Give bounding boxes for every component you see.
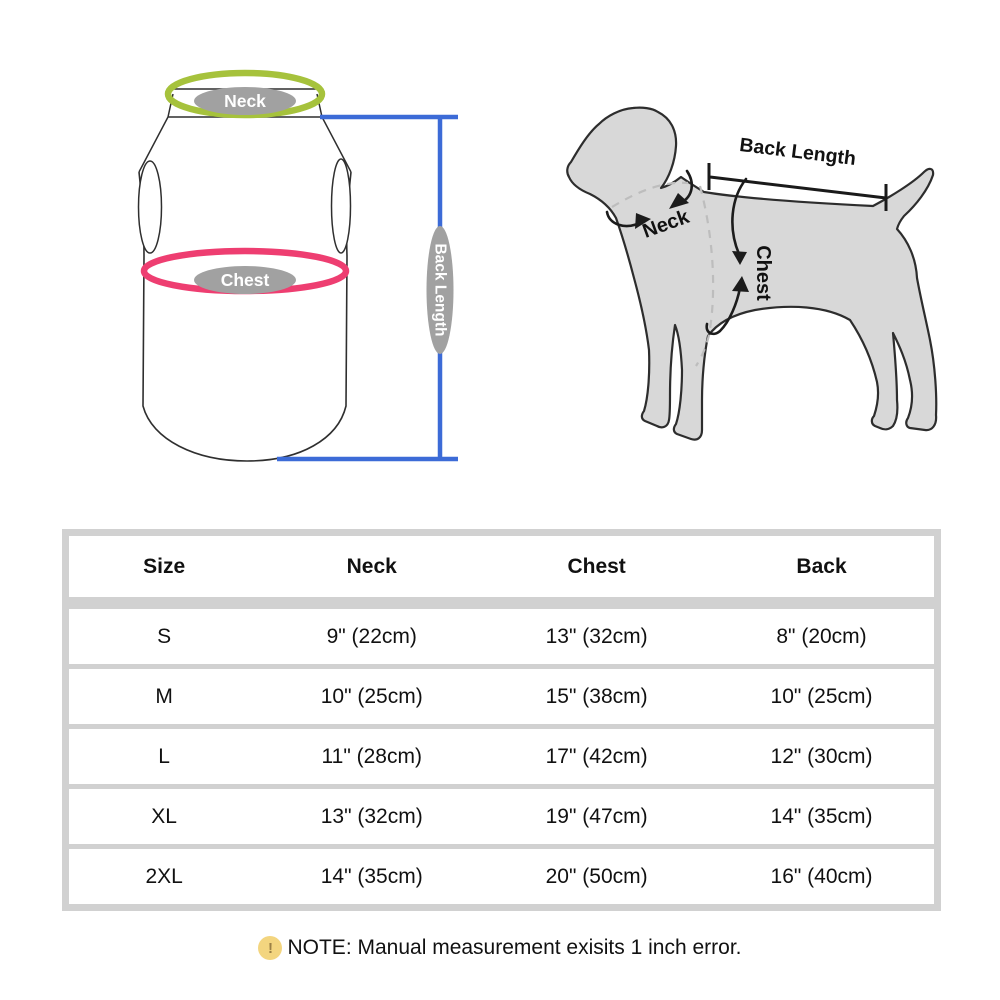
table-row bbox=[69, 729, 934, 784]
chest-cell: 15" (38cm) bbox=[545, 684, 648, 708]
neck-label: Neck bbox=[224, 91, 266, 111]
warning-icon: ! bbox=[258, 936, 282, 960]
garment-diagram bbox=[139, 73, 459, 461]
right-armhole bbox=[332, 159, 351, 253]
table-row bbox=[69, 849, 934, 904]
note-text: NOTE: Manual measurement exisits 1 inch error. bbox=[287, 936, 742, 959]
back-cell: 8" (20cm) bbox=[776, 624, 867, 648]
back-cell: 12" (30cm) bbox=[770, 744, 873, 768]
back-cell: 16" (40cm) bbox=[770, 864, 873, 888]
neck-cell: 9" (22cm) bbox=[326, 624, 417, 648]
neck-cell: 14" (35cm) bbox=[320, 864, 423, 888]
neck-cell: 13" (32cm) bbox=[320, 804, 423, 828]
neck-cell: 10" (25cm) bbox=[320, 684, 423, 708]
chest-cell: 19" (47cm) bbox=[545, 804, 648, 828]
table-header-row bbox=[69, 536, 934, 597]
table-row bbox=[69, 789, 934, 844]
size-chart-table bbox=[62, 529, 941, 911]
chest-cell: 17" (42cm) bbox=[545, 744, 648, 768]
back-cell: 14" (35cm) bbox=[770, 804, 873, 828]
col-header-chest: Chest bbox=[567, 554, 626, 578]
col-header-neck: Neck bbox=[346, 554, 397, 578]
dog-back-length-label: Back Length bbox=[738, 133, 858, 171]
size-cell: 2XL bbox=[145, 864, 183, 888]
table-row bbox=[69, 669, 934, 724]
back-cell: 10" (25cm) bbox=[770, 684, 873, 708]
neck-cell: 11" (28cm) bbox=[321, 744, 422, 768]
note-bar bbox=[0, 936, 1000, 960]
col-header-back: Back bbox=[796, 554, 847, 578]
size-cell: L bbox=[158, 744, 170, 768]
chest-cell: 13" (32cm) bbox=[545, 624, 648, 648]
size-cell: S bbox=[157, 624, 172, 648]
back-length-label: Back Length bbox=[431, 243, 449, 337]
col-header-size: Size bbox=[143, 554, 186, 578]
dog-chest-label: Chest bbox=[752, 245, 774, 301]
chest-label: Chest bbox=[220, 270, 270, 290]
chest-cell: 20" (50cm) bbox=[545, 864, 648, 888]
left-armhole bbox=[139, 161, 162, 253]
dog-diagram bbox=[567, 108, 936, 440]
table-row bbox=[69, 609, 934, 664]
dog-neck-label: Neck bbox=[639, 205, 693, 243]
size-cell: M bbox=[155, 684, 173, 708]
size-cell: XL bbox=[151, 804, 177, 828]
garment-outline bbox=[139, 172, 351, 461]
